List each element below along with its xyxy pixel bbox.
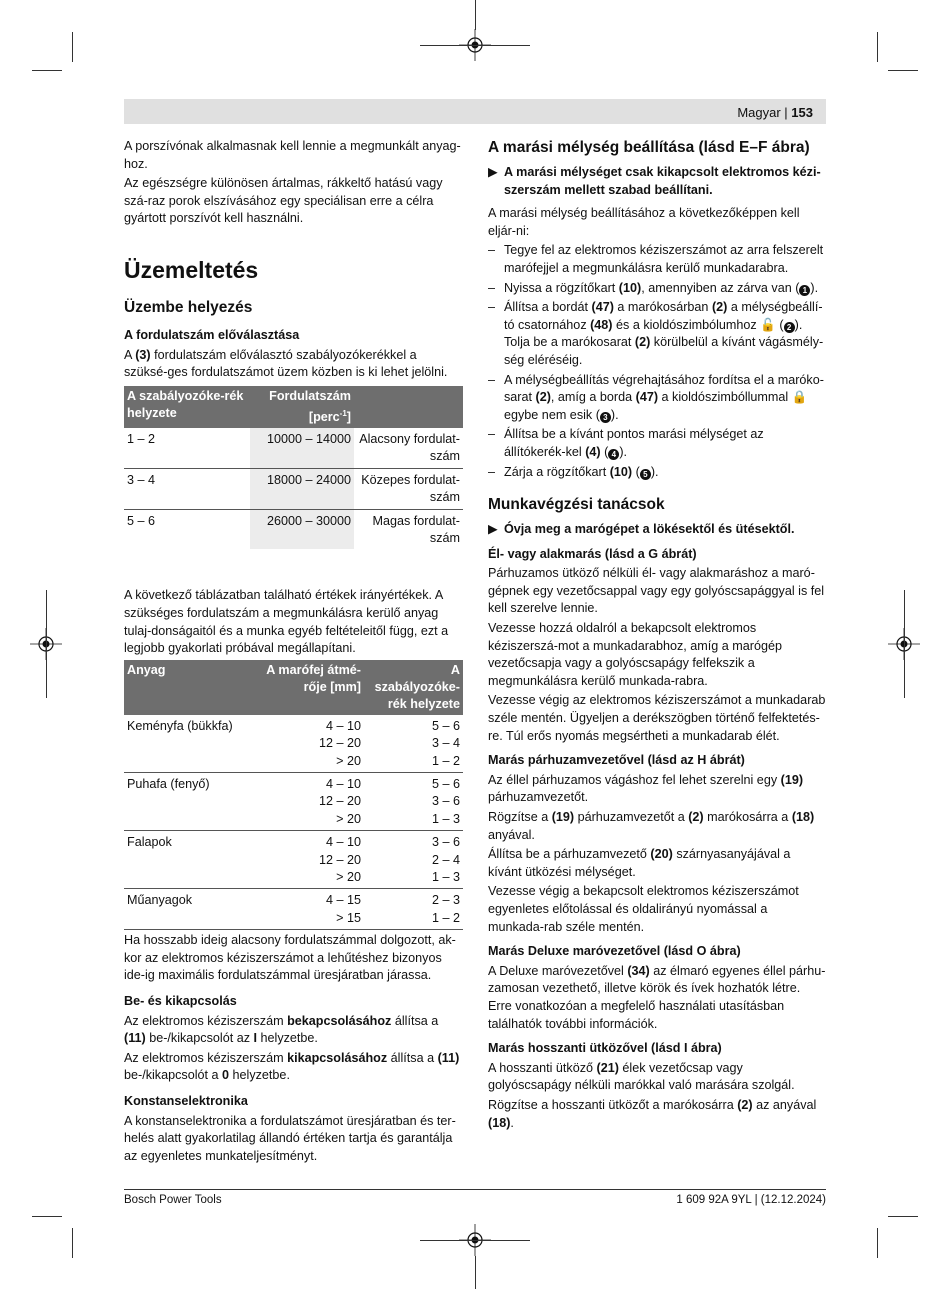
paragraph: Az éllel párhuzamos vágáshoz fel lehet szerelni egy (19) párhuzamvezetőt. <box>488 772 804 805</box>
speed-table <box>124 386 463 550</box>
subheading: Él- vagy alakmarás (lásd a G ábrát) <box>488 546 697 561</box>
right-column <box>488 138 826 1134</box>
warning-notice: ▶ A marási mélységet csak kikapcsolt elektromos kézi-szerszám mellett szabad beállítani. <box>488 164 826 199</box>
subheading: Marás Deluxe maróvezetővel (lásd O ábra) <box>488 944 741 959</box>
triangle-bullet-icon: ▶ <box>488 522 498 537</box>
unlock-icon: 🔓 <box>760 317 776 332</box>
step-list <box>488 242 826 481</box>
paragraph: A Deluxe maróvezetővel (34) az élmaró egyenes éllel párhu-zamosan vezethető, illetve körök és ívek hozhatók létre. Erre vonatkozóan a megfelelő használati utasításban találhatók további információk. <box>488 963 826 1031</box>
crop-mark <box>46 590 47 698</box>
warning-notice: ▶ Óvja meg a marógépet a lökésektől és ütésektől. <box>488 521 826 539</box>
table-header <box>354 386 463 428</box>
subheading: Marás hosszanti ütközővel (lásd I ábra) <box>488 1041 722 1056</box>
subheading: A fordulatszám előválasztása <box>124 327 300 342</box>
header-language: Magyar <box>737 105 781 120</box>
paragraph: Állítsa be a párhuzamvezető (20) szárnyasanyájával a kívánt ütközési mélységet. <box>488 847 791 879</box>
list-item: – A mélységbeállítás végrehajtásához fordítsa el a marókо-sarat (2), amíg a borda (47) a kioldószimbóllummal 🔒 egybe nem esik ( 3 ). <box>488 372 824 422</box>
table-header: Fordulatszám [perc$^{-1}$] <box>250 386 354 428</box>
crop-mark <box>888 70 918 71</box>
page-header: Magyar | 153 <box>737 105 813 120</box>
crop-mark <box>420 1240 530 1241</box>
table-row: 1 – 2 10000 – 14000 Alacsony fordulat-szám <box>124 428 463 468</box>
footer-brand: Bosch Power Tools <box>124 1194 222 1206</box>
step-number-icon: 2 <box>784 322 795 333</box>
paragraph: Az egészségre különösen ártalmas, rákkeltő hatású vagy szá-raz porok elszívásához egy speciálisan erre a célra gyártott porszívót kell használni. <box>124 176 443 226</box>
table-header: A marófej átmé-rője [mm] <box>248 660 364 715</box>
paragraph: A (3) fordulatszám előválasztó szabályozókerékkel a szüksé-ges fordulatszámot üzem közben is ki lehet jelölni. <box>124 347 448 380</box>
header-bar <box>124 99 826 124</box>
step-number-icon: 4 <box>608 449 619 460</box>
step-number-icon: 1 <box>799 285 810 296</box>
paragraph: Rögzítse a hosszanti ütközőt a marókosárra (2) az anyával (18). <box>488 1097 817 1130</box>
list-item: – Állítsa be a kívánt pontos marási mélységet az állítókerék-kel (4) ( 4 ). <box>488 427 764 459</box>
paragraph: Párhuzamos ütköző nélküli él- vagy alakmaráshoz a maró-gépnek egy vezetőcsappal vagy egy golyóscsapággyal is fel kell szerelve lennie. <box>488 566 825 616</box>
table-row: Keményfa (bükkfa) 4 – 10 12 – 20 > 20 5 – 6 3 – 4 1 – 2 <box>124 715 463 773</box>
crop-mark <box>877 32 878 62</box>
table-row: 5 – 6 26000 – 30000 Magas fordulat-szám <box>124 509 463 549</box>
paragraph: A hosszanti ütköző (21) élek vezetőcsap vagy golyóscsapágy nélküli marókkal való marására szolgál. <box>488 1060 795 1093</box>
list-item: – Nyissa a rögzítőkart (10), amennyiben az zárva van ( 1 ). <box>488 280 819 295</box>
left-column <box>124 138 463 1167</box>
crop-mark <box>72 32 73 62</box>
paragraph: Rögzítse a (19) párhuzamvezetőt a (2) marókosárra a (18) anyával. <box>488 810 815 842</box>
paragraph: Az elektromos kéziszerszám bekapcsolásához állítsa a (11) be-/kikapcsolót az I helyzetbe. <box>124 1013 439 1046</box>
paragraph: Vezesse végig az elektromos kéziszerszámot a munkadarab széle mentén. Ügyeljen a derékszögben történő felfektetés-re. Túl erős nyomás megsértheti a munkadarab élét. <box>488 693 826 743</box>
subsection-heading: Üzembe helyezés <box>124 298 253 316</box>
list-item: – Tegye fel az elektromos kéziszerszámot az arra felszerelt marófejjel a megmunkálásra kerülő munkadarabra. <box>488 243 824 275</box>
crop-mark <box>888 1216 918 1217</box>
crop-mark <box>72 1228 73 1258</box>
table-row: Műanyagok 4 – 15 > 15 2 – 3 1 – 2 <box>124 889 463 930</box>
paragraph: Vezesse hozzá oldalról a bekapcsolt elektromos kéziszerszá-mot a munkadarabhoz, amíg a marógép vezetőcsapja vagy a golyóscsapágy felfekszik a megmunkálásra kerülő munkada-rabra. <box>488 621 782 688</box>
material-table <box>124 660 463 930</box>
paragraph: A konstanselektronika a fordulatszámot üresjáratban és ter-helés alatt gyakorlatilag állandó értéken tartja és garantálja az egyenletes munkateljesítményt. <box>124 1113 456 1163</box>
step-number-icon: 3 <box>600 412 611 423</box>
paragraph: Az elektromos kéziszerszám kikapcsolásához állítsa a (11) be-/kikapcsolót a 0 helyzetbe. <box>124 1050 460 1083</box>
paragraph: A porszívónak alkalmasnak kell lennie a megmunkált anyag-hoz. <box>124 139 461 171</box>
list-item: – Állítsa a bordát (47) a marókosárban (2) a mélységbeállí-tó csatornához (48) és a kioldószimbólumhoz 🔓 ( 2 ). Tolja be a marókosarat (2) körülbelül a kívánt vágásmély-ség eléréséig. <box>488 300 824 367</box>
paragraph: Ha hosszabb ideig alacsony fordulatszámmal dolgozott, ak-kor az elektromos kéziszerszámot a lehűtéshez bizonyos ide-ig maximális fordulatszámmal üresjáratban járassa. <box>124 933 456 983</box>
triangle-bullet-icon: ▶ <box>488 165 498 179</box>
section-heading: Munkavégzési tanácsok <box>488 496 665 514</box>
crop-mark <box>475 1256 476 1289</box>
crop-mark <box>904 590 905 698</box>
crop-mark <box>32 1216 62 1217</box>
table-row: Falapok 4 – 10 12 – 20 > 20 3 – 6 2 – 4 1 – 3 <box>124 831 463 889</box>
subheading: Be- és kikapcsolás <box>124 994 237 1008</box>
lock-icon: 🔒 <box>791 390 808 405</box>
page-number: 153 <box>791 105 813 120</box>
step-number-icon: 5 <box>640 469 651 480</box>
section-heading: A marási mélység beállítása (lásd E–F ábra) <box>488 139 810 156</box>
crop-mark <box>877 1228 878 1258</box>
table-header: A szabályozóke-rék helyzete <box>124 386 250 428</box>
crop-mark <box>475 0 476 30</box>
table-row: 3 – 4 18000 – 24000 Közepes fordulat-szám <box>124 468 463 509</box>
paragraph: A marási mélység beállításához a következőképpen kell eljár-ni: <box>488 206 800 238</box>
footer-rule <box>124 1189 826 1190</box>
table-header: Anyag <box>124 660 248 715</box>
footer-doc-id: 1 609 92A 9YL | (12.12.2024) <box>676 1194 826 1206</box>
table-row: Puhafa (fenyő) 4 – 10 12 – 20 > 20 5 – 6 3 – 6 1 – 3 <box>124 772 463 830</box>
paragraph: Vezesse végig a bekapcsolt elektromos kéziszerszámot egyenletes előtolással és oldalirányú nyomással a munkada-rab széle mentén. <box>488 884 799 934</box>
subheading: Konstanselektronika <box>124 1093 248 1108</box>
section-heading: Üzemeltetés <box>124 256 259 283</box>
paragraph: A következő táblázatban található értékek irányértékek. A szükséges fordulatszám a megmunkálásra kerülő anyag tulaj-donságaitól és a munka egyéb feltételeitől függ, ezt a legjobb gyakorlati próbával megállapítani. <box>124 588 449 656</box>
list-item: – Zárja a rögzítőkart (10) ( 5 ). <box>488 464 659 479</box>
table-header: A szabályozóke-rék helyzete <box>364 660 463 715</box>
crop-mark <box>420 45 530 46</box>
crop-mark <box>32 70 62 71</box>
subheading: Marás párhuzamvezetővel (lásd az H ábrát) <box>488 753 745 768</box>
